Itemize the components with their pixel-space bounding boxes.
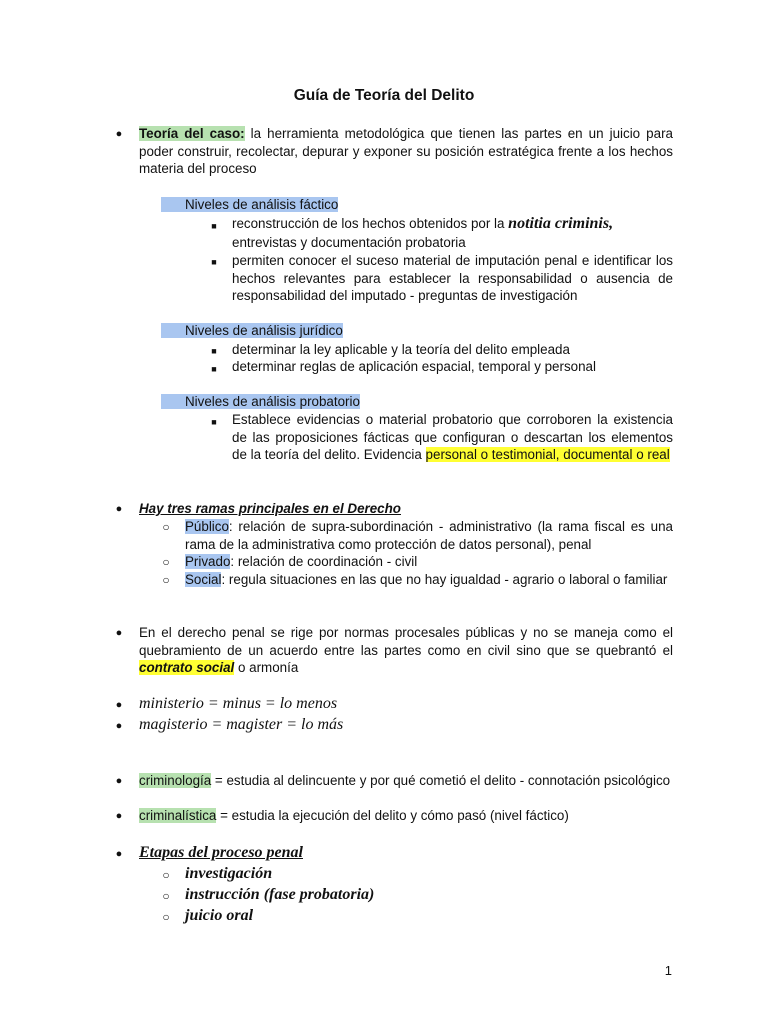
teoria-caso-paragraph	[139, 125, 673, 178]
bullet-icon: ●	[115, 128, 123, 140]
circle-bullet-icon: ○	[162, 868, 170, 882]
circle-bullet-icon: ○	[162, 520, 170, 534]
rama-social: Social: regula situaciones en las que no hay igualdad - agrario o laboral o familiar	[185, 572, 668, 587]
factico-item-2: permiten conocer el suceso material de imputación penal e identificar los hechos relevantes para establecer la responsabilidad o ausencia de responsabilidad del imputado - preguntas de investigación	[232, 253, 673, 303]
etapa-item: instrucción (fase probatoria)	[185, 886, 375, 903]
etapas-heading: Etapas del proceso penal	[139, 844, 303, 861]
square-bullet-icon: ■	[211, 221, 217, 231]
criminologia-item: criminología = estudia al delincuente y por qué cometió el delito - connotación psicológico	[139, 773, 671, 788]
page-number: 1	[664, 963, 672, 978]
bullet-icon: ●	[115, 775, 123, 787]
juridico-heading: Niveles de análisis jurídico	[161, 322, 343, 340]
juridico-item-2: determinar reglas de aplicación espacial, temporal y personal	[232, 359, 596, 374]
document-title: Guía de Teoría del Delito	[293, 87, 475, 104]
bullet-icon: ●	[115, 699, 123, 711]
circle-bullet-icon: ○	[162, 573, 170, 587]
penal-paragraph: En el derecho penal se rige por normas procesales públicas y no se maneja como el quebramiento de un acuerdo entre las partes como en civil sino que se quebrantó el contrato social o armonía	[139, 625, 673, 675]
notitia-criminis-term: notitia criminis,	[508, 215, 614, 232]
magisterio-line: magisterio = magister = lo más	[139, 716, 344, 733]
teoria-caso-text: la herramienta metodológica que tienen las partes en un juicio para poder construir, recolectar, depurar y exponer su posición estratégica frente a los hechos materia del proceso	[139, 126, 673, 176]
probatorio-item-1: Establece evidencias o material probatorio que corroboren la existencia de las proposiciones fácticas que configuran o descartan los elementos de la teoría del delito. Evidencia personal o testimonial, documental o real	[232, 412, 673, 462]
factico-item-1-cont: entrevistas y documentación probatoria	[232, 235, 466, 250]
criminalistica-item: criminalística = estudia la ejecución del delito y cómo pasó (nivel fáctico)	[139, 808, 569, 823]
evidencia-highlight: personal o testimonial, documental o real	[425, 447, 670, 462]
factico-heading: Niveles de análisis fáctico	[161, 196, 338, 214]
rama-publico: Público: relación de supra-subordinación - administrativo (la rama fiscal es una rama de la administrativa como protección de datos personal), penal	[185, 519, 673, 552]
bullet-icon: ●	[115, 627, 123, 639]
bullet-icon: ●	[115, 503, 123, 515]
circle-bullet-icon: ○	[162, 555, 170, 569]
bullet-icon: ●	[115, 848, 123, 860]
ramas-heading: Hay tres ramas principales en el Derecho	[139, 501, 401, 516]
rama-privado: Privado: relación de coordinación - civil	[185, 554, 418, 569]
contrato-social-term: contrato social	[139, 660, 235, 675]
square-bullet-icon: ■	[211, 346, 217, 356]
ministerio-line: ministerio = minus = lo menos	[139, 695, 338, 712]
square-bullet-icon: ■	[211, 364, 217, 374]
bullet-icon: ●	[115, 810, 123, 822]
square-bullet-icon: ■	[211, 257, 217, 267]
square-bullet-icon: ■	[211, 417, 217, 427]
etapa-item: juicio oral	[185, 907, 254, 924]
bullet-icon: ●	[115, 720, 123, 732]
circle-bullet-icon: ○	[162, 889, 170, 903]
juridico-item-1: determinar la ley aplicable y la teoría del delito empleada	[232, 342, 570, 357]
factico-item-1: reconstrucción de los hechos obtenidos por la notitia criminis,	[232, 215, 614, 232]
etapa-item: investigación	[185, 865, 273, 882]
probatorio-heading: Niveles de análisis probatorio	[161, 393, 360, 411]
circle-bullet-icon: ○	[162, 910, 170, 924]
teoria-caso-term: Teoría del caso:	[139, 126, 245, 141]
